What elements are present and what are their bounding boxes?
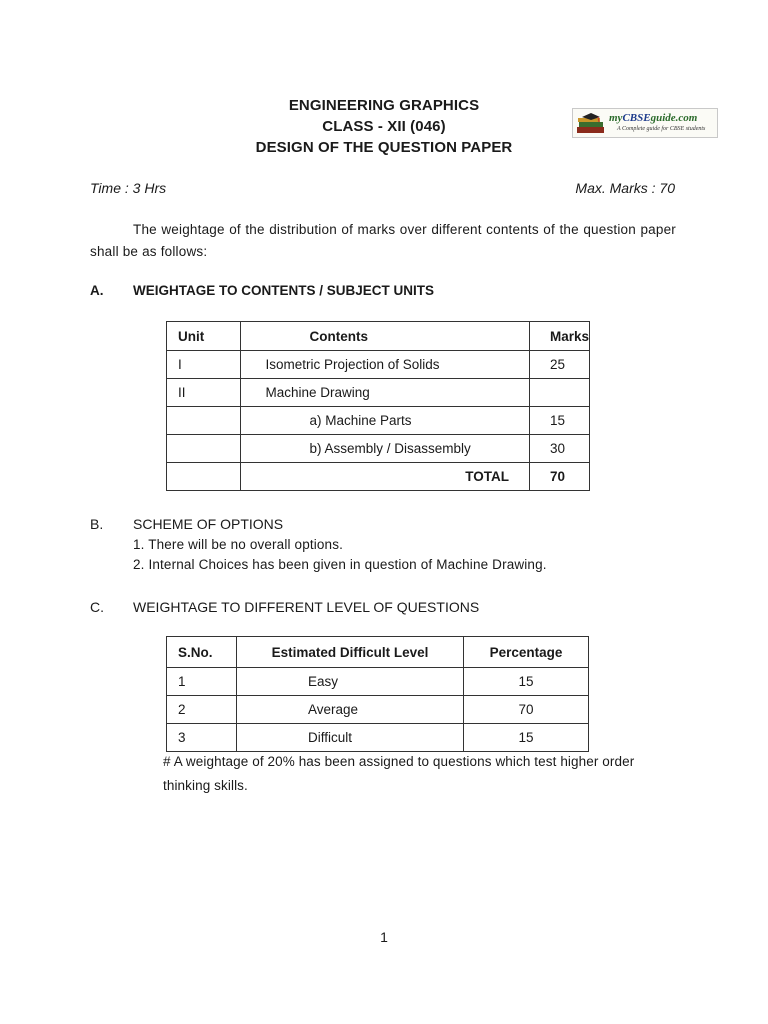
col-header-percentage: Percentage <box>464 637 589 668</box>
table-row <box>167 696 589 724</box>
cell-sno: 1 <box>167 668 237 696</box>
cell-unit <box>167 435 241 463</box>
table-total-row <box>167 463 590 491</box>
table-row <box>167 435 590 463</box>
logo-brand: myCBSEguide.com <box>609 112 698 124</box>
option-item-1: 1. There will be no overall options. <box>133 537 344 552</box>
cell-level: Easy <box>237 668 464 696</box>
time-allowed: Time : 3 Hrs <box>90 180 167 196</box>
section-b-title: SCHEME OF OPTIONS <box>133 516 284 532</box>
doc-class: CLASS - XII (046) <box>322 118 446 135</box>
option-item-2: 2. Internal Choices has been given in question of Machine Drawing. <box>133 557 547 572</box>
cell-marks: 30 <box>529 435 589 463</box>
difficulty-level-table <box>166 636 589 752</box>
table-header-row <box>167 637 589 668</box>
contents-weightage-table <box>166 321 590 491</box>
section-c-title: WEIGHTAGE TO DIFFERENT LEVEL OF QUESTIONS <box>133 599 480 615</box>
cell-percentage: 70 <box>464 696 589 724</box>
section-b-letter: B. <box>90 516 104 532</box>
col-header-sno: S.No. <box>167 637 237 668</box>
cell-level: Average <box>237 696 464 724</box>
table-row <box>167 379 590 407</box>
cell-unit: I <box>167 351 241 379</box>
books-icon <box>576 112 606 135</box>
col-header-contents: Contents <box>241 322 529 351</box>
logo-tagline: A Complete guide for CBSE students <box>617 126 706 132</box>
total-label: TOTAL <box>241 463 529 491</box>
table-row <box>167 351 590 379</box>
cell-percentage: 15 <box>464 668 589 696</box>
cell-marks: 25 <box>529 351 589 379</box>
section-a-letter: A. <box>90 283 104 298</box>
cell-sno: 2 <box>167 696 237 724</box>
cell-contents: b) Assembly / Disassembly <box>241 435 529 463</box>
cell-empty <box>167 463 241 491</box>
table-row <box>167 407 590 435</box>
doc-title: ENGINEERING GRAPHICS <box>288 97 480 114</box>
table-header-row <box>167 322 590 351</box>
cell-contents: Machine Drawing <box>241 379 529 407</box>
col-header-level: Estimated Difficult Level <box>237 637 464 668</box>
cell-level: Difficult <box>237 724 464 752</box>
cell-unit: II <box>167 379 241 407</box>
col-header-unit: Unit <box>167 322 241 351</box>
doc-subtitle: DESIGN OF THE QUESTION PAPER <box>255 139 513 156</box>
cell-sno: 3 <box>167 724 237 752</box>
section-a-title: WEIGHTAGE TO CONTENTS / SUBJECT UNITS <box>133 283 435 298</box>
cell-marks <box>529 379 589 407</box>
section-c-letter: C. <box>90 599 104 615</box>
cell-contents: Isometric Projection of Solids <box>241 351 529 379</box>
cell-contents: a) Machine Parts <box>241 407 529 435</box>
max-marks: Max. Marks : 70 <box>575 180 675 196</box>
intro-paragraph: The weightage of the distribution of marks over different contents of the question paper shall be as follows: <box>90 222 676 259</box>
table-row <box>167 724 589 752</box>
hots-note-line-1: # A weightage of 20% has been assigned to questions which test higher order <box>163 754 635 769</box>
table-row <box>167 668 589 696</box>
page-number: 1 <box>380 929 388 945</box>
mycbseguide-logo <box>572 108 718 138</box>
cell-percentage: 15 <box>464 724 589 752</box>
hots-note-line-2: thinking skills. <box>163 778 248 793</box>
cell-marks: 15 <box>529 407 589 435</box>
total-value: 70 <box>529 463 589 491</box>
col-header-marks: Marks <box>529 322 589 351</box>
cell-unit <box>167 407 241 435</box>
